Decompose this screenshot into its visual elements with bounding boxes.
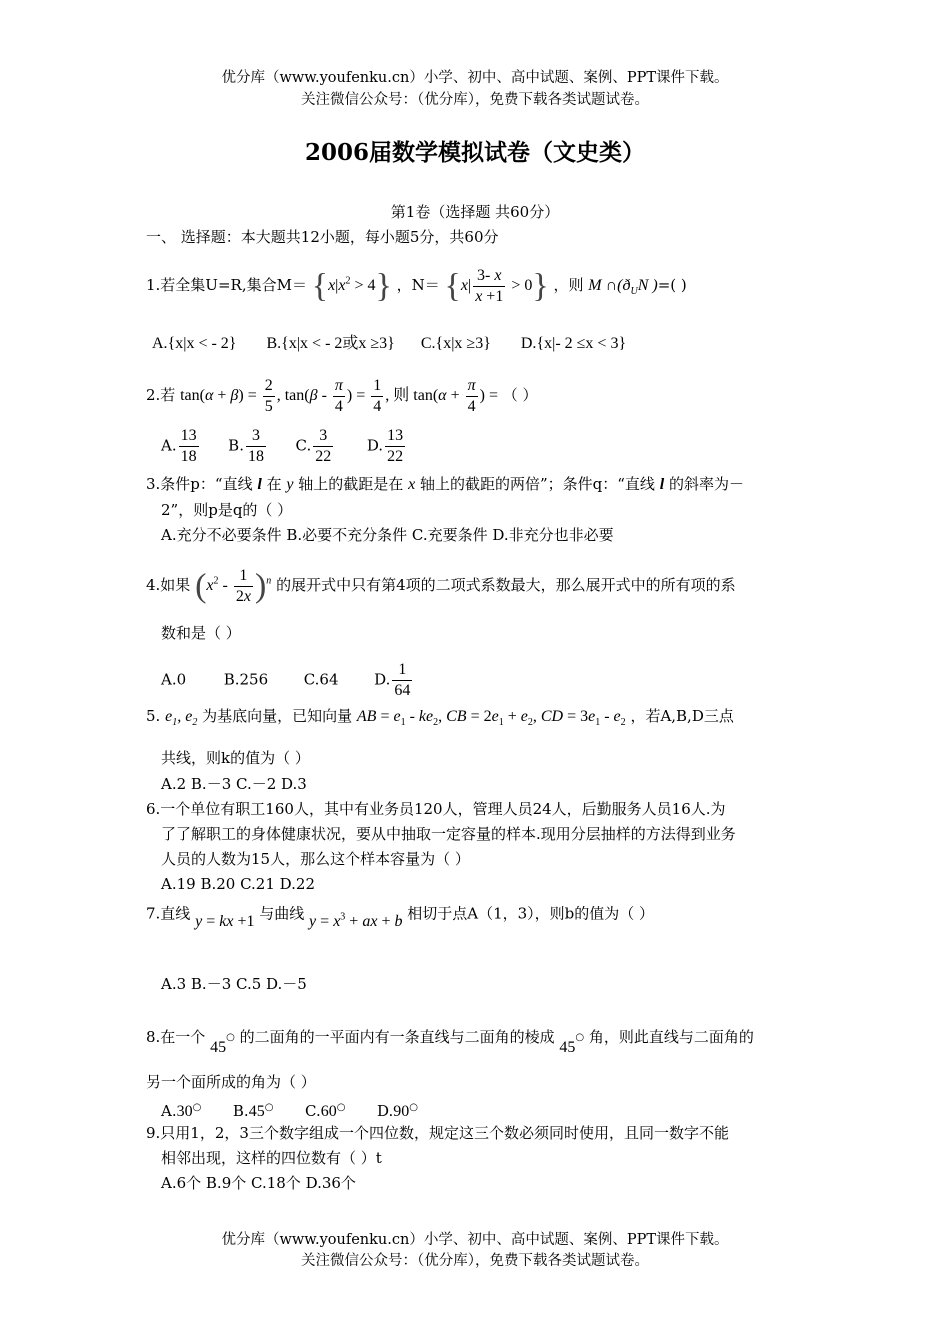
question-8-line-2: 另一个面所成的角为（ ） (146, 1073, 316, 1091)
q1-option-c: {x|x ≥3} (435, 335, 491, 352)
question-6-line-1: 6.一个单位有职工160人，其中有业务员120人，管理人员24人，后勤服务人员16人.为 (146, 800, 726, 818)
question-8-line-1: 8.在一个 45○ 的二面角的一平面内有一条直线与二面角的棱成 45○ 角，则此直线与二面角的 (146, 1028, 754, 1056)
q4-option-d-label: D. (374, 670, 391, 689)
question-4-line-1: 4.如果 ($x^2$ - $\frac{1}{2x}$ )$^n$ 的展开式中只有第4项的二项式系数最大，那么展开式中的所有项的系 (146, 567, 736, 605)
q1-option-a-label: A. (152, 335, 168, 352)
vector-formula: AB = $e_1 - ke_2$, CB = $2e_1 + e_2$, CD = $3e_1 - e_2$ (356, 708, 626, 729)
q2-option-a-label: A. (161, 436, 177, 455)
intersection-formula: M $\cap(ð_UN$ ) (588, 277, 658, 298)
question-5-line-1: 5. $e_1$, $e_2$ 为基底向量，已知向量 AB = $e_1 - ke_2$, CB = $2e_1 + e_2$, CD = $3e_1 - e_2$ ，若A,B,D三点 (146, 707, 734, 729)
curve-formula: $y = x^3$ + ax + b (309, 912, 403, 931)
q1-option-d: {x|- 2 ≤x < 3} (536, 335, 627, 352)
q1-option-a: {x|x < - 2} (167, 335, 237, 352)
q1-lead: 1.若全集U=R,集合M＝ (146, 276, 307, 295)
question-6-line-2: 了了解职工的身体健康状况，要从中抽取一定容量的样本.现用分层抽样的方法得到业务 (161, 825, 736, 843)
q1-then: ，则 (553, 276, 584, 295)
footer-line-1: 优分库（www.youfenku.cn）小学、初中、高中试题、案例、PPT课件下载。 (221, 1232, 729, 1248)
binomial-formula: ($x^2$ - $\frac{1}{2x}$ )$^n$ (195, 567, 272, 605)
q2-lead: 2.若 (146, 386, 176, 405)
q2-option-b-label: B. (228, 436, 244, 455)
section-instruction: 一、 选择题：本大题共12小题，每小题5分，共60分 (146, 228, 499, 246)
page-title: 2006届数学模拟试卷（文史类） (304, 139, 645, 166)
question-2 (146, 376, 538, 417)
q1-option-b-label: B. (266, 335, 282, 352)
question-5-line-2: 共线，则k的值为（ ） (161, 749, 310, 767)
q4-option-b: B.256 (223, 670, 269, 689)
q2-option-c-label: C. (295, 436, 312, 455)
q8-options: A.30○ B.45○ C.60○ D.90○ (161, 1102, 419, 1120)
q5-options: A.2 B.－3 C.－2 D.3 (161, 775, 307, 793)
q2-options: A. $\frac{13}{18}$ B. $\frac{3}{18}$ C. $\frac{3}{22}$ D. $\frac{13}{22}$ (161, 427, 404, 465)
header-line-1: 优分库（www.youfenku.cn）小学、初中、高中试题、案例、PPT课件下载。 (221, 70, 729, 86)
header-line-2: 关注微信公众号：（优分库），免费下载各类试题试卷。 (301, 92, 649, 108)
question-9-line-2: 相邻出现，这样的四位数有（ ）t (161, 1149, 382, 1167)
question-4-line-2: 数和是（ ） (161, 624, 241, 642)
question-6-line-3: 人员的人数为15人，那么这个样本容量为（ ） (161, 850, 470, 868)
q4-option-a: A.0 (161, 670, 187, 689)
volume-heading: 第1卷（选择题 共60分） (390, 203, 560, 221)
q7-options: A.3 B.－3 C.5 D.－5 (161, 975, 307, 993)
q1-option-d-label: D. (520, 335, 537, 352)
q9-options: A.6个 B.9个 C.18个 D.36个 (161, 1174, 356, 1192)
q1-options (152, 334, 626, 354)
tan-condition-formula: tan(α + β) = $\frac{2}{5}$ , tan(β - $\frac{\pi}{4}$ ) = $\frac{1}{4}$ , 则 tan(α + $\frac{\pi}{4}$ ) = (180, 377, 498, 415)
set-m-formula: $\{x|x^2 > 4\}$ (311, 267, 392, 305)
line-formula: y = kx +1 (195, 913, 255, 931)
q1-blank: =( ) (657, 276, 687, 295)
q2-tail: （ ） (502, 386, 538, 405)
q1-option-c-label: C. (420, 335, 436, 352)
q2-option-d-label: D. (366, 436, 384, 455)
set-n-formula: {x| $\frac{3- x}{x +1}$ > 0} (444, 267, 549, 305)
q1-n-label: ，N＝ (396, 276, 440, 295)
q4-option-c: C.64 (303, 670, 339, 689)
question-3-line-2: 2”，则p是q的（ ） (161, 501, 293, 519)
q6-options: A.19 B.20 C.21 D.22 (161, 875, 316, 893)
question-7: 7.直线 y = kx +1 与曲线 $y = x^3$ + ax + b 相切于点A（1，3），则b的值为（ ） (146, 904, 655, 931)
q1-option-b: {x|x < - 2或x ≥3} (281, 335, 395, 352)
footer-line-2: 关注微信公众号：（优分库），免费下载各类试题试卷。 (301, 1253, 649, 1269)
question-9-line-1: 9.只用1，2，3三个数字组成一个四位数，规定这三个数必须同时使用，且同一数字不能 (146, 1124, 729, 1142)
q3-options: A.充分不必要条件 B.必要不充分条件 C.充要条件 D.非充分也非必要 (161, 526, 614, 544)
q4-options: A.0 B.256 C.64 D. $\frac{1}{64}$ (161, 661, 411, 699)
question-3-line-1: 3.条件p：“直线 l 在 y 轴上的截距是在 x 轴上的截距的两倍”；条件q：“直线 l 的斜率为－ (146, 475, 744, 493)
question-1 (146, 266, 687, 307)
